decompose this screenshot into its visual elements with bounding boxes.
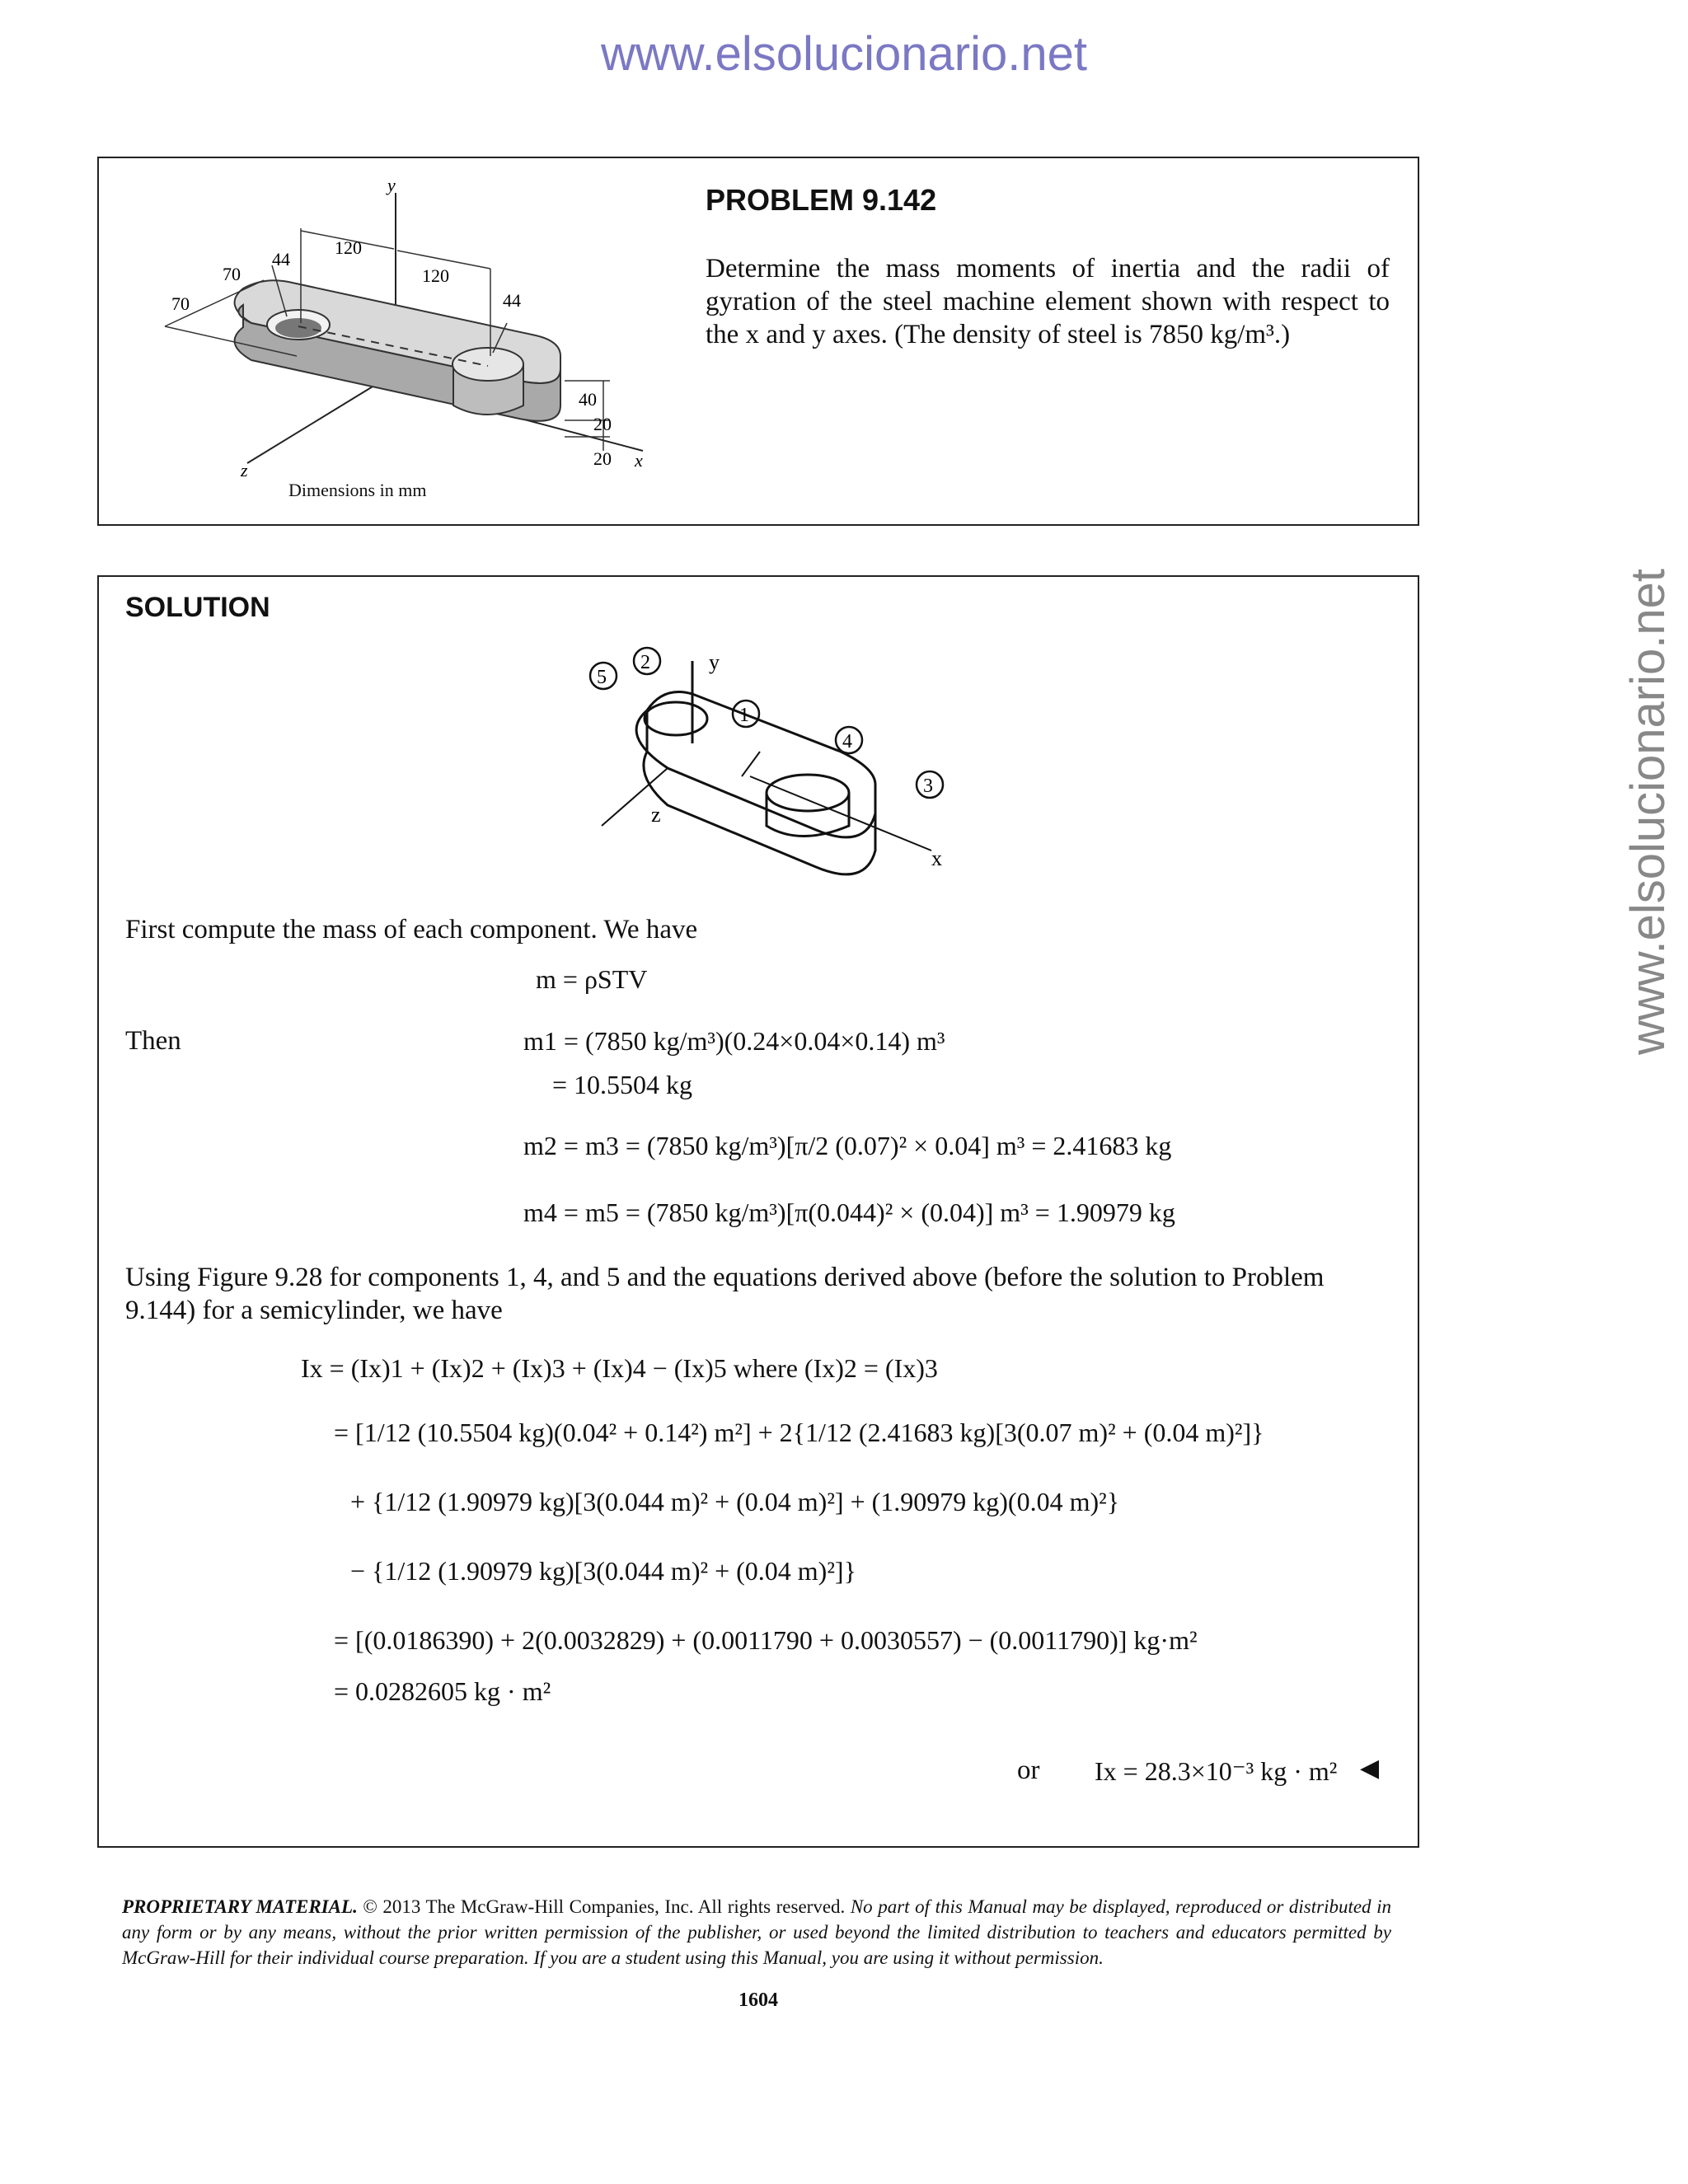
svg-text:20: 20	[593, 448, 612, 469]
eq-m4-m5: m4 = m5 = (7850 kg/m³)[π(0.044)² × (0.04)] m³ = 1.90979 kg	[523, 1197, 1175, 1227]
eq-mass-definition: m = ρSTV	[536, 964, 648, 994]
footer-notice	[122, 1894, 1391, 1971]
svg-text:z: z	[651, 803, 661, 827]
then-label: Then	[125, 1026, 181, 1056]
eq-m2-m3: m2 = m3 = (7850 kg/m³)[π/2 (0.07)² × 0.04] m³ = 2.41683 kg	[523, 1131, 1172, 1160]
footer-legal: No part of this Manual may be displayed, reproduced or distributed in any form or by any means, without the prior written permission of the publisher, or used beyond the limited distribution to teachers and educators permitted by McGraw-Hill for their individual course preparation. If you are a student using this Manual, you are using it without permission.	[122, 1896, 1391, 1968]
svg-text:44: 44	[272, 249, 290, 269]
machine-element-figure	[99, 158, 692, 521]
problem-title: PROBLEM 9.142	[706, 183, 937, 217]
intro-text: First compute the mass of each component. We have	[125, 915, 698, 944]
watermark-side: www.elsolucionario.net	[1621, 569, 1675, 1055]
svg-text:y: y	[709, 650, 720, 674]
svg-text:3: 3	[923, 776, 933, 797]
or-label: or	[1017, 1755, 1040, 1785]
page-number: 1604	[738, 1990, 778, 2011]
paragraph-text: Using Figure 9.28 for components 1, 4, and 5 and the equations derived above (before the solution to Problem 9.144) for a semicylinder, we have	[125, 1263, 1325, 1325]
eq-m1-result: = 10.5504 kg	[552, 1070, 693, 1099]
eq-ix-line3: − {1/12 (1.90979 kg)[3(0.044 m)² + (0.04 m)²]}	[350, 1556, 856, 1586]
eq-ix-line1: = [1/12 (10.5504 kg)(0.04² + 0.14²) m²] + 2{1/12 (2.41683 kg)[3(0.07 m)² + (0.04 m)²]}	[334, 1418, 1264, 1447]
final-result: Ix = 28.3×10⁻³ kg · m²	[1095, 1756, 1338, 1786]
svg-text:20: 20	[593, 414, 612, 434]
problem-box	[97, 157, 1419, 526]
svg-text:4: 4	[842, 731, 852, 752]
svg-text:x: x	[931, 846, 942, 870]
figure-caption: Dimensions in mm	[288, 480, 427, 500]
watermark-top: www.elsolucionario.net	[601, 27, 1087, 81]
svg-text:z: z	[241, 460, 248, 480]
eq-ix-line4: = [(0.0186390) + 2(0.0032829) + (0.0011790 + 0.0030557) − (0.0011790)] kg·m²	[334, 1625, 1198, 1655]
footer-copyright: © 2013 The McGraw-Hill Companies, Inc. All rights reserved.	[357, 1896, 851, 1917]
svg-text:2: 2	[640, 652, 650, 673]
svg-text:x: x	[635, 450, 643, 471]
eq-m1: m1 = (7850 kg/m³)(0.24×0.04×0.14) m³	[523, 1026, 945, 1056]
eq-ix-line2: + {1/12 (1.90979 kg)[3(0.044 m)² + (0.04 m)²] + (1.90979 kg)(0.04 m)²}	[350, 1487, 1120, 1516]
svg-text:40: 40	[579, 389, 597, 410]
svg-text:120: 120	[422, 265, 449, 286]
solution-sketch	[569, 644, 997, 892]
result-marker-icon: ◀	[1360, 1755, 1380, 1782]
footer-bold: PROPRIETARY MATERIAL.	[122, 1896, 358, 1917]
solution-title: SOLUTION	[125, 592, 270, 623]
eq-ix-line5: = 0.0282605 kg · m²	[334, 1676, 551, 1706]
svg-text:1: 1	[739, 705, 749, 726]
svg-text:70: 70	[171, 293, 190, 314]
svg-text:120: 120	[335, 237, 362, 258]
eq-ix-definition: Ix = (Ix)1 + (Ix)2 + (Ix)3 + (Ix)4 − (Ix)5 where (Ix)2 = (Ix)3	[301, 1353, 938, 1383]
svg-text:y: y	[387, 175, 396, 195]
svg-text:44: 44	[503, 290, 521, 311]
problem-statement: Determine the mass moments of inertia and the radii of gyration of the steel machine element shown with respect to the x and y axes. (The density of steel is 7850 kg/m³.)	[706, 254, 1390, 349]
svg-text:70: 70	[223, 264, 241, 284]
svg-text:5: 5	[597, 667, 607, 688]
solution-box	[97, 575, 1419, 1848]
